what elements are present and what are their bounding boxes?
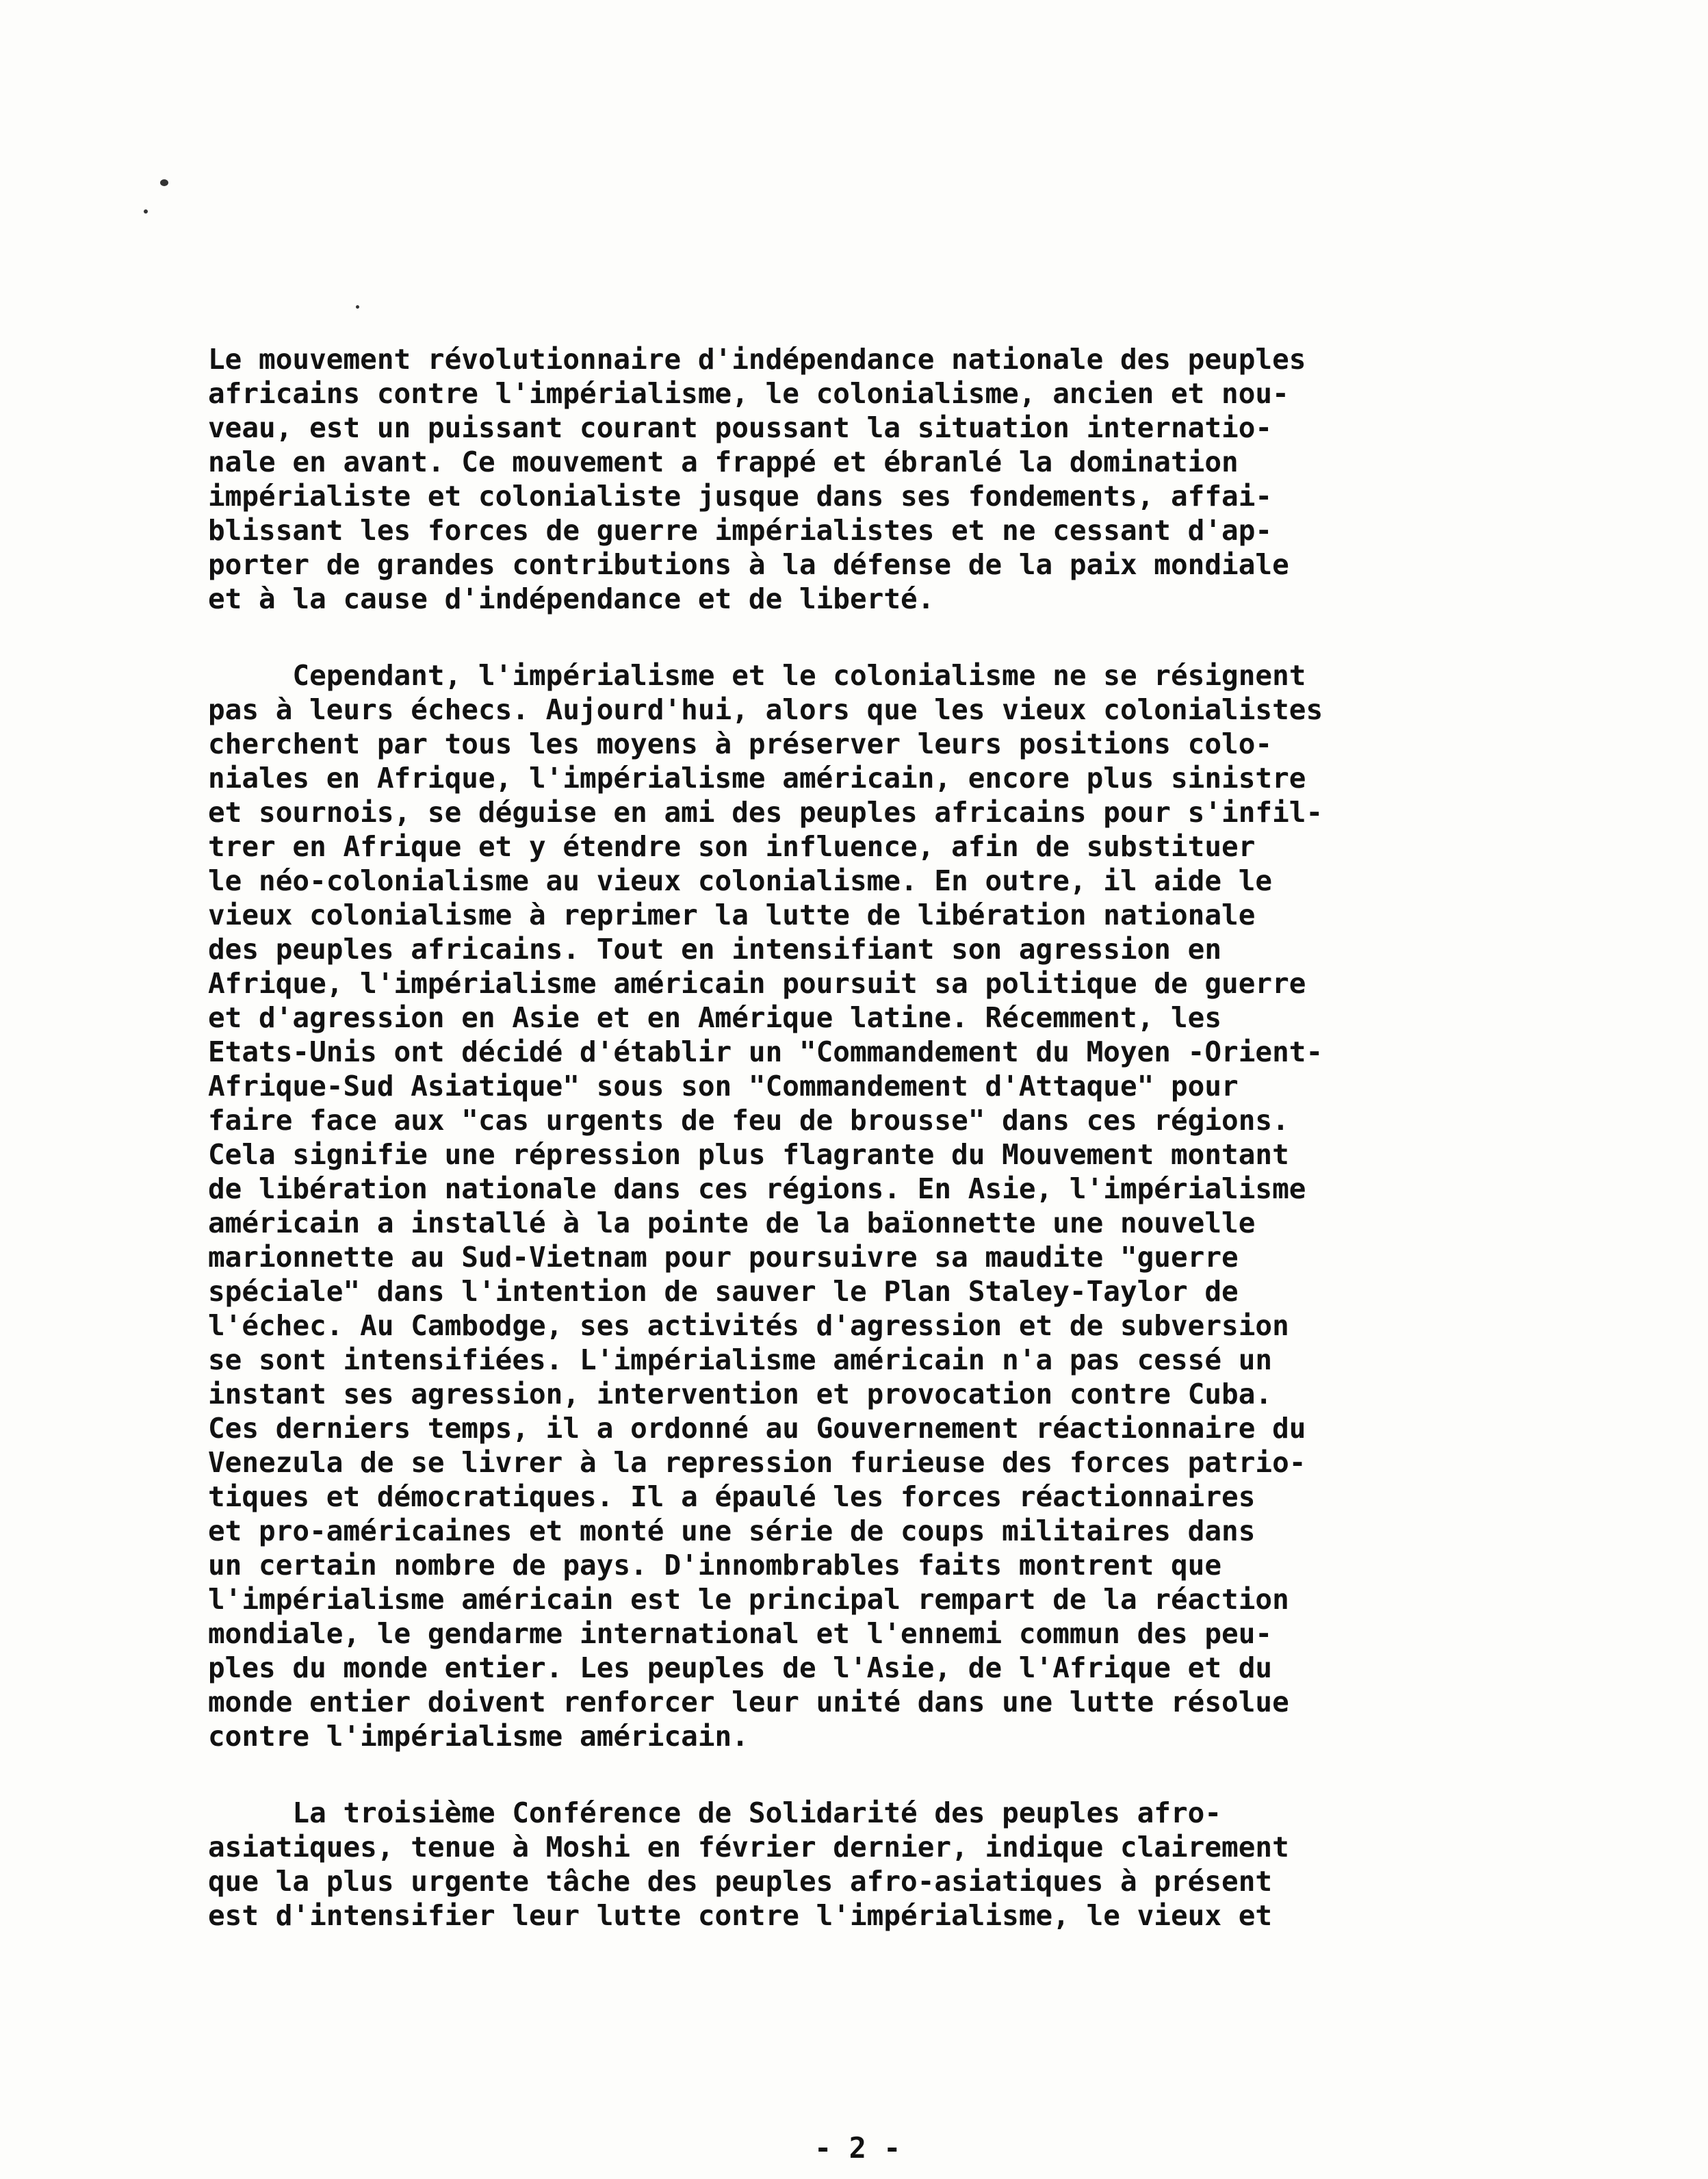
- text-line: marionnette au Sud-Vietnam pour poursuivre sa maudite "guerre: [208, 1241, 1239, 1274]
- text-line: trer en Afrique et y étendre son influence, afin de substituer: [208, 830, 1256, 863]
- text-line: Venezula de se livrer à la repression furieuse des forces patrio-: [208, 1446, 1306, 1479]
- text-line: et sournois, se déguise en ami des peuples africains pour s'infil-: [208, 796, 1323, 829]
- text-line: nale en avant. Ce mouvement a frappé et ébranlé la domination: [208, 446, 1239, 478]
- text-line: asiatiques, tenue à Moshi en février dernier, indique clairement: [208, 1831, 1289, 1864]
- text-line: Cela signifie une répression plus flagrante du Mouvement montant: [208, 1138, 1289, 1171]
- text-line: et d'agression en Asie et en Amérique latine. Récemment, les: [208, 1001, 1222, 1034]
- text-line: veau, est un puissant courant poussant la situation internatio-: [208, 411, 1273, 444]
- text-line: ples du monde entier. Les peuples de l'Asie, de l'Afrique et du: [208, 1651, 1273, 1684]
- text-line: niales en Afrique, l'impérialisme américain, encore plus sinistre: [208, 762, 1306, 795]
- text-line: Afrique, l'impérialisme américain poursuit sa politique de guerre: [208, 967, 1306, 1000]
- text-line: porter de grandes contributions à la défense de la paix mondiale: [208, 548, 1289, 581]
- text-line: américain a installé à la pointe de la baïonnette une nouvelle: [208, 1207, 1256, 1239]
- text-line: Etats-Unis ont décidé d'établir un "Commandement du Moyen -Orient-: [208, 1035, 1323, 1068]
- text-line: l'échec. Au Cambodge, ses activités d'agression et de subversion: [208, 1309, 1289, 1342]
- text-line: cherchent par tous les moyens à préserver leurs positions colo-: [208, 727, 1273, 760]
- ink-speck: [160, 179, 168, 186]
- text-line: spéciale" dans l'intention de sauver le Plan Staley-Taylor de: [208, 1275, 1239, 1308]
- text-line: instant ses agression, intervention et provocation contre Cuba.: [208, 1378, 1273, 1410]
- page-number: - 2 -: [814, 2131, 901, 2165]
- text-line: Ces derniers temps, il a ordonné au Gouvernement réactionnaire du: [208, 1412, 1306, 1445]
- text-line: tiques et démocratiques. Il a épaulé les forces réactionnaires: [208, 1480, 1256, 1513]
- text-line: des peuples africains. Tout en intensifiant son agression en: [208, 933, 1222, 966]
- text-line: vieux colonialisme à reprimer la lutte de libération nationale: [208, 899, 1256, 931]
- text-line: est d'intensifier leur lutte contre l'impérialisme, le vieux et: [208, 1899, 1273, 1932]
- text-line: pas à leurs échecs. Aujourd'hui, alors que les vieux colonialistes: [208, 693, 1323, 726]
- paragraph-1: [208, 342, 1570, 616]
- text-line: blissant les forces de guerre impérialistes et ne cessant d'ap-: [208, 514, 1273, 547]
- text-line: se sont intensifiées. L'impérialisme américain n'a pas cessé un: [208, 1343, 1273, 1376]
- ink-speck: [144, 209, 148, 214]
- text-line: l'impérialisme américain est le principal rempart de la réaction: [208, 1583, 1289, 1616]
- text-line: le néo-colonialisme au vieux colonialisme. En outre, il aide le: [208, 864, 1273, 897]
- text-line: que la plus urgente tâche des peuples afro-asiatiques à présent: [208, 1865, 1273, 1898]
- text-line: Afrique-Sud Asiatique" sous son "Commandement d'Attaque" pour: [208, 1070, 1239, 1103]
- paragraph-2: [208, 658, 1570, 1753]
- text-line: un certain nombre de pays. D'innombrables faits montrent que: [208, 1549, 1222, 1582]
- text-line: et pro-américaines et monté une série de coups militaires dans: [208, 1514, 1256, 1547]
- text-line: de libération nationale dans ces régions. En Asie, l'impérialisme: [208, 1172, 1306, 1205]
- text-line: Le mouvement révolutionnaire d'indépendance nationale des peuples: [208, 343, 1306, 376]
- text-line: contre l'impérialisme américain.: [208, 1720, 749, 1753]
- text-line: faire face aux "cas urgents de feu de brousse" dans ces régions.: [208, 1104, 1289, 1137]
- ink-speck: [356, 305, 359, 309]
- text-line: impérialiste et colonialiste jusque dans ses fondements, affai-: [208, 480, 1273, 513]
- text-line: africains contre l'impérialisme, le colonialisme, ancien et nou-: [208, 377, 1289, 410]
- text-line: mondiale, le gendarme international et l'ennemi commun des peu-: [208, 1617, 1273, 1650]
- text-line: monde entier doivent renforcer leur unité dans une lutte résolue: [208, 1686, 1289, 1718]
- text-line: La troisième Conférence de Solidarité des peuples afro-: [208, 1796, 1222, 1829]
- text-line: et à la cause d'indépendance et de liberté.: [208, 582, 935, 615]
- text-line: Cependant, l'impérialisme et le colonialisme ne se résignent: [208, 659, 1306, 692]
- paragraph-3: [208, 1796, 1570, 1933]
